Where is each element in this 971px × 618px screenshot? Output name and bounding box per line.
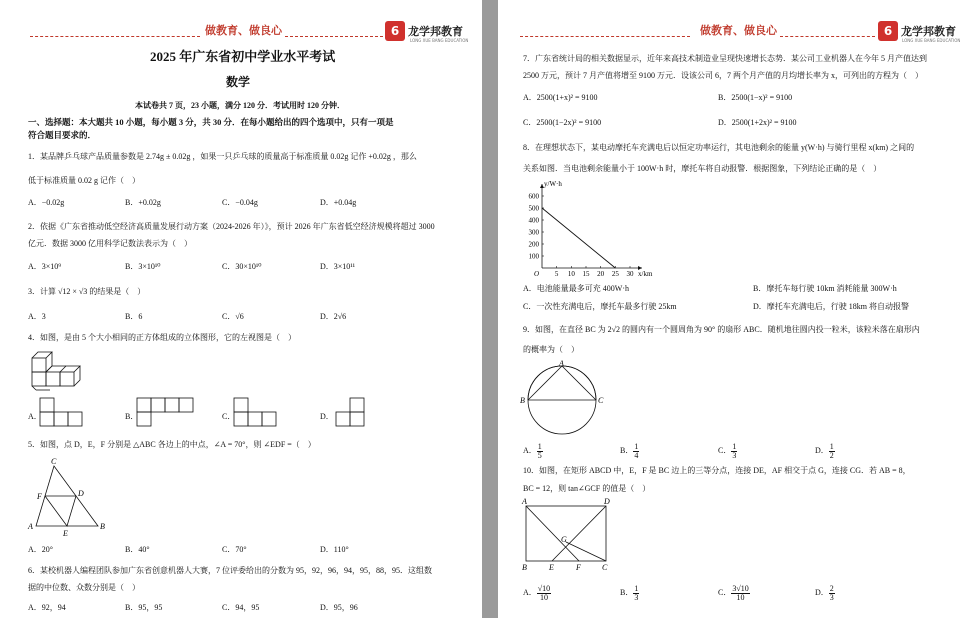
- y-tick-label-100: 100: [528, 252, 539, 261]
- q9-option-c: [718, 440, 737, 462]
- q2-option-b: B．3×10¹⁰: [125, 262, 161, 271]
- chart-series: [542, 208, 615, 268]
- section-heading-cont: 符合题目要求的．: [28, 130, 97, 140]
- header-dash-right: [780, 36, 875, 37]
- q9-label-c: C: [598, 396, 604, 405]
- q3-stem: 3．计算 √12 × √3 的结果是（ ）: [28, 287, 146, 296]
- q1-option-b: B．+0.02g: [125, 198, 161, 207]
- q4-view-a: [40, 398, 84, 432]
- q9-option-b-prefix: B．: [620, 446, 634, 455]
- x-tick-label-20: 20: [597, 270, 605, 278]
- page-gutter: [482, 0, 498, 618]
- q2-option-d: D．3×10¹¹: [320, 262, 356, 271]
- header-dash-right: [285, 36, 383, 37]
- q9-label-a: A: [559, 359, 564, 368]
- q9-option-b: [620, 440, 639, 462]
- logo-mark-icon: 6: [385, 21, 405, 41]
- q9-option-a: [523, 440, 543, 462]
- q5-label-e: E: [63, 529, 68, 538]
- q10-option-b: [620, 580, 639, 606]
- numerator: 2: [829, 583, 834, 593]
- q8-option-b: B．摩托车每行驶 10km 消耗能量 300W·h: [753, 284, 897, 293]
- y-tick-label-600: 600: [528, 192, 539, 201]
- q10-option-d-fraction: [829, 585, 835, 602]
- header-dash-left: [520, 36, 690, 37]
- denominator: 10: [539, 592, 548, 602]
- numerator: 1: [829, 441, 834, 451]
- numerator: 1: [537, 441, 542, 451]
- q10-rectangle-figure: [520, 498, 615, 574]
- q8-option-a: A．电池能量最多可充 400W·h: [523, 284, 629, 293]
- q9-option-c-fraction: [731, 443, 737, 460]
- exam-title: 2025 年广东省初中学业水平考试: [150, 49, 336, 64]
- q9-option-d-fraction: [829, 443, 835, 460]
- q6-stem-cont: 据的中位数、众数分别是（ ）: [28, 583, 140, 592]
- q10-label-f: F: [576, 563, 581, 572]
- q10-label-c: C: [602, 563, 608, 572]
- q3-option-a: A．3: [28, 312, 46, 321]
- q4-option-d: D．: [320, 412, 334, 421]
- q10-stem-cont: BC = 12，则 tan∠GCF 的值是（ ）: [523, 484, 651, 493]
- q10-label-a: A: [522, 497, 527, 506]
- q4-solid-figure: [28, 350, 90, 392]
- denominator: 5: [537, 450, 542, 460]
- y-tick-label-500: 500: [528, 204, 539, 213]
- q9-option-a-prefix: A．: [523, 446, 537, 455]
- q9-option-d-prefix: D．: [815, 446, 829, 455]
- q4-option-c: C．: [222, 412, 236, 421]
- y-tick-label-200: 200: [528, 240, 539, 249]
- denominator: 3: [634, 592, 639, 602]
- denominator: 10: [736, 592, 745, 602]
- q5-option-c: C．70°: [222, 545, 247, 554]
- header-slogan: 做教育、做良心: [205, 24, 282, 37]
- q9-circle-figure: [520, 360, 610, 440]
- q10-option-b-fraction: [633, 585, 639, 602]
- x-tick-label-5: 5: [554, 270, 559, 278]
- q10-option-a: [523, 580, 551, 606]
- q3-option-d: D．2√6: [320, 312, 347, 321]
- q1-option-d: D．+0.04g: [320, 198, 357, 207]
- header-dash-left: [30, 36, 200, 37]
- q8-stem-cont: 关系如图．当电池剩余能量小于 100W·h 时，摩托车将自动报警．根据图象，下列结论正确的是（ ）: [523, 164, 882, 173]
- q2-option-c: C．30×10¹⁰: [222, 262, 262, 271]
- q10-label-d: D: [604, 497, 610, 506]
- page-right: [498, 0, 971, 618]
- q2-stem: 2．依据《广东省推动低空经济高质量发展行动方案（2024-2026 年）》，预计 2026 年广东省低空经济规模将超过 3000: [28, 222, 435, 231]
- exam-subject: 数学: [226, 75, 251, 89]
- q7-option-b: B．2500(1−x)² = 9100: [718, 93, 793, 102]
- q8-option-c: C．一次性充满电后，摩托车最多行驶 25km: [523, 302, 677, 311]
- q10-stem: 10．如图，在矩形 ABCD 中，E，F 是 BC 边上的三等分点，连接 DE，AF 相交于点 G，连接 CG．若 AB = 8，: [523, 466, 911, 475]
- logo-subtext: LONG XUE BANG EDUCATION: [902, 38, 961, 43]
- q10-option-d: [815, 580, 835, 606]
- q3-option-b: B．6: [125, 312, 143, 321]
- q8-option-d: D．摩托车充满电后，行驶 18km 将自动报警: [753, 302, 909, 311]
- header-slogan: 做教育、做良心: [700, 24, 777, 37]
- x-axis-label: x/km: [638, 270, 653, 278]
- q5-label-f: F: [37, 492, 42, 501]
- q1-stem: 1．某品牌乒乓球产品质量参数是 2.74g ± 0.02g ，如果一只乒乓球的质量高于标准质量 0.02g 记作 +0.02g ，那么: [28, 152, 417, 161]
- y-axis-label: y/W·h: [544, 180, 562, 188]
- denominator: 4: [634, 450, 639, 460]
- q10-option-a-prefix: A．: [523, 588, 537, 597]
- q4-option-a: A．: [28, 412, 42, 421]
- q4-option-b: B．: [125, 412, 139, 421]
- numerator: 3√10: [732, 583, 749, 593]
- q6-option-d: D．95，96: [320, 603, 358, 612]
- q10-label-b: B: [522, 563, 527, 572]
- denominator: 2: [829, 450, 834, 460]
- q6-stem: 6．某校机器人编程团队参加广东省创意机器人大赛，7 位评委给出的分数为 95，92，96，94，95，88，95．这组数: [28, 566, 432, 575]
- logo-subtext: LONG XUE BANG EDUCATION: [410, 38, 469, 43]
- x-tick-label-15: 15: [582, 270, 590, 278]
- q6-option-a: A．92，94: [28, 603, 66, 612]
- q10-option-c-prefix: C．: [718, 588, 732, 597]
- origin-label: O: [534, 270, 540, 278]
- q10-option-a-fraction: [537, 585, 551, 602]
- page-left: [0, 0, 482, 618]
- q10-option-b-prefix: B．: [620, 588, 634, 597]
- q5-label-c: C: [51, 457, 57, 466]
- q9-option-b-fraction: [633, 443, 639, 460]
- q9-stem: 9．如图，在直径 BC 为 2√2 的圆内有一个圆周角为 90° 的扇形 ABC．随机地往圆内投一粒米，该粒米落在扇形内: [523, 325, 920, 334]
- x-tick-label-25: 25: [611, 270, 619, 278]
- q10-label-e: E: [549, 563, 554, 572]
- q10-option-d-prefix: D．: [815, 588, 829, 597]
- q5-label-d: D: [78, 489, 84, 498]
- chart-axes: [540, 184, 642, 270]
- q2-option-a: A．3×10⁹: [28, 262, 62, 271]
- q5-stem: 5．如图，点 D，E，F 分别是 △ABC 各边上的中点，∠A = 70°，则 ∠EDF =（ ）: [28, 440, 316, 449]
- q9-label-b: B: [520, 396, 525, 405]
- numerator: 1: [634, 441, 639, 451]
- logo-text: 龙学邦教育: [901, 25, 956, 38]
- exam-info: 本试卷共 7 页，23 小题，满分 120 分．考试用时 120 分钟．: [135, 101, 345, 110]
- y-tick-label-400: 400: [528, 216, 539, 225]
- q7-stem: 7．广东省统计局的相关数据显示，近年来高技术制造业呈现快速增长态势．某公司工业机器人在今年 5 月产值达到: [523, 54, 927, 63]
- q1-option-c: C．−0.04g: [222, 198, 258, 207]
- q5-option-d: D．110°: [320, 545, 349, 554]
- section-heading: 一、选择题：本大题共 10 小题，每小题 3 分，共 30 分．在每小题给出的四个选项中，只有一项是: [28, 117, 394, 127]
- numerator: 1: [634, 583, 639, 593]
- x-tick-label-30: 30: [626, 270, 634, 278]
- numerator: 1: [732, 441, 737, 451]
- q4-view-c: [234, 398, 278, 432]
- q7-option-c: C．2500(1−2x)² = 9100: [523, 118, 602, 127]
- y-tick-label-300: 300: [528, 228, 539, 237]
- q5-option-b: B．40°: [125, 545, 150, 554]
- logo-text: 龙学邦教育: [408, 25, 463, 38]
- q7-option-a: A．2500(1+x)² = 9100: [523, 93, 598, 102]
- numerator: √10: [537, 583, 551, 593]
- q5-option-a: A．20°: [28, 545, 53, 554]
- q9-option-d: [815, 440, 835, 462]
- q10-option-c-fraction: [731, 585, 749, 602]
- q9-stem-cont: 的概率为（ ）: [523, 345, 579, 354]
- q5-triangle-figure: [28, 458, 108, 538]
- q8-stem: 8．在理想状态下，某电动摩托车充满电后以恒定功率运行，其电池剩余的能量 y(W·h) 与骑行里程 x(km) 之间的: [523, 143, 915, 152]
- q7-stem-cont: 2500 万元，预计 7 月产值将增至 9100 万元．设该公司 6，7 两个月产值的月均增长率为 x，可列出的方程为（ ）: [523, 71, 923, 80]
- q10-label-g: G: [561, 535, 567, 544]
- q10-option-c: [718, 580, 750, 606]
- denominator: 3: [829, 592, 834, 602]
- q4-stem: 4．如图，是由 5 个大小相同的正方体组成的立体图形，它的左视图是（ ）: [28, 333, 296, 342]
- q8-energy-chart: [520, 180, 660, 280]
- q1-option-a: A．−0.02g: [28, 198, 65, 207]
- q3-option-c: C．√6: [222, 312, 244, 321]
- logo-mark-icon: 6: [878, 21, 898, 41]
- q1-stem-cont: 低于标准质量 0.02 g 记作（ ）: [28, 176, 140, 185]
- q7-option-d: D．2500(1+2x)² = 9100: [718, 118, 797, 127]
- q9-option-c-prefix: C．: [718, 446, 732, 455]
- q6-option-b: B．95，95: [125, 603, 163, 612]
- q9-option-a-fraction: [537, 443, 543, 460]
- q5-label-a: A: [28, 522, 33, 531]
- q2-stem-cont: 亿元．数据 3000 亿用科学记数法表示为（ ）: [28, 239, 192, 248]
- x-tick-label-10: 10: [567, 270, 575, 278]
- q5-label-b: B: [100, 522, 105, 531]
- q4-view-b: [137, 398, 195, 432]
- q4-view-d: [334, 398, 368, 432]
- denominator: 3: [732, 450, 737, 460]
- series-line-0: [542, 208, 615, 268]
- q6-option-c: C．94，95: [222, 603, 260, 612]
